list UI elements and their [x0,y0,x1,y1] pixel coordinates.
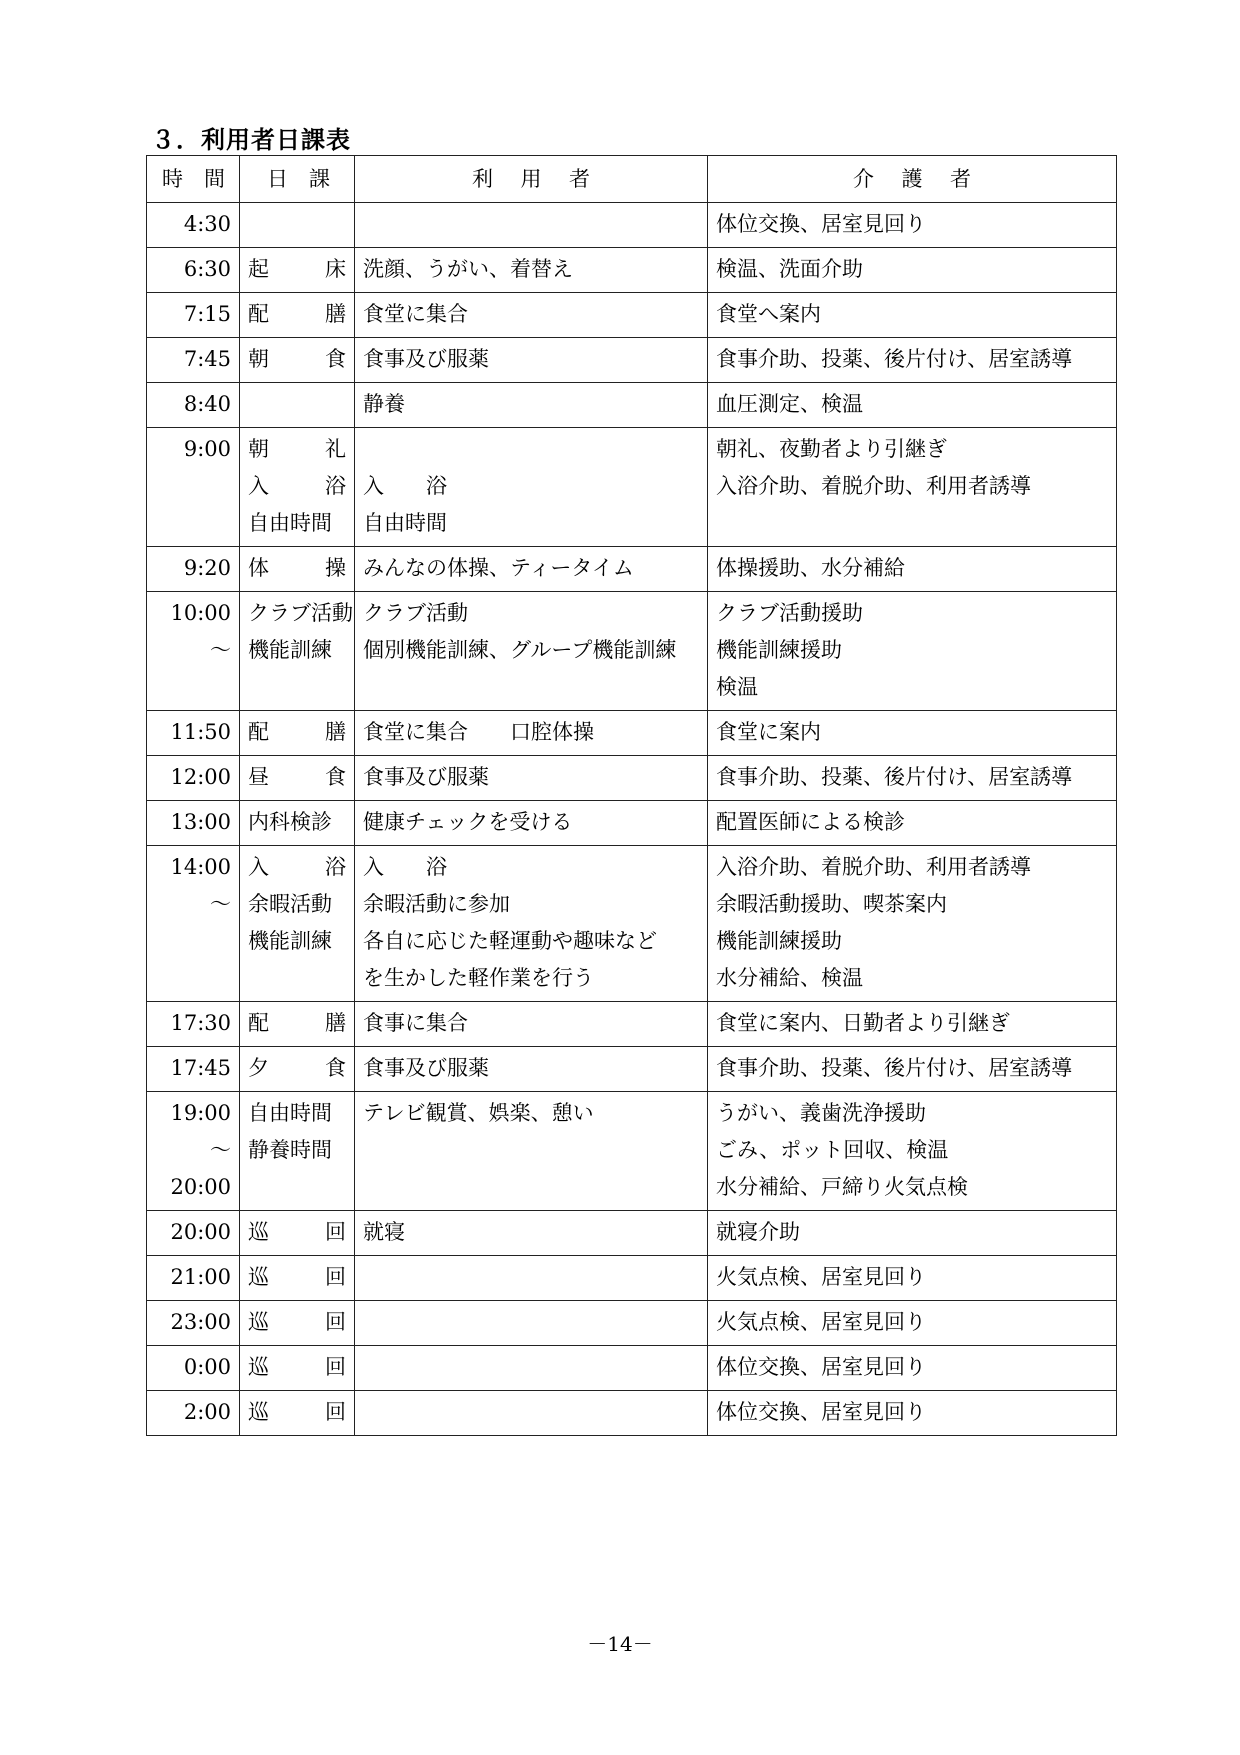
cell-line: 8:40 [183,392,231,416]
activity-cell [240,711,355,756]
cell-line: 体 操 [248,556,346,580]
cell-line: 入浴介助、着脱介助、利用者誘導 [716,855,1031,879]
schedule-table [146,155,1117,1436]
time-cell [147,756,240,801]
cell-line: ～ [210,1138,231,1162]
caregiver-cell [708,592,1117,711]
time-cell [147,547,240,592]
user-cell [355,203,708,248]
cell-line: 巡 回 [248,1220,346,1244]
user-cell [355,1092,708,1211]
cell-line: 入 浴 [248,855,346,879]
cell-line: 水分補給、戸締り火気点検 [716,1175,968,1199]
time-cell [147,383,240,428]
cell-line: 14:00 [170,855,231,879]
cell-line: 配 膳 [248,1011,346,1035]
caregiver-cell [708,428,1117,547]
user-cell [355,592,708,711]
cell-line: 入 浴 [363,855,447,879]
cell-line: 12:00 [170,765,231,789]
cell-line: 食事介助、投薬、後片付け、居室誘導 [716,765,1073,789]
caregiver-cell [708,338,1117,383]
cell-line: 食堂に案内 [716,720,821,744]
cell-line: 機能訓練援助 [716,929,842,953]
cell-line: 機能訓練援助 [716,638,842,662]
table-row [147,846,1117,1002]
time-cell [147,1002,240,1047]
cell-line: 巡 回 [248,1265,346,1289]
time-cell [147,248,240,293]
table-row [147,428,1117,547]
cell-line [363,1349,699,1386]
time-cell [147,428,240,547]
activity-cell [240,1092,355,1211]
cell-line: 自由時間 [248,511,332,535]
cell-line: 19:00 [170,1101,231,1125]
activity-cell [240,592,355,711]
cell-line: 体操援助、水分補給 [716,556,905,580]
cell-line: 食事介助、投薬、後片付け、居室誘導 [716,1056,1073,1080]
cell-line: 体位交換、居室見回り [716,1355,926,1379]
user-cell [355,1391,708,1436]
cell-line: 配置医師による検診 [716,810,905,834]
cell-line: 火気点検、居室見回り [716,1310,926,1334]
cell-line: 個別機能訓練、グループ機能訓練 [363,638,677,662]
caregiver-cell [708,1301,1117,1346]
caregiver-cell [708,756,1117,801]
caregiver-cell [708,203,1117,248]
cell-line: 検温 [716,675,758,699]
cell-line: 余暇活動 [248,892,332,916]
cell-line: うがい、義歯洗浄援助 [716,1101,926,1125]
cell-line [248,386,346,423]
table-row [147,203,1117,248]
cell-line: 21:00 [170,1265,231,1289]
user-cell [355,1211,708,1256]
caregiver-cell [708,1391,1117,1436]
user-cell [355,1256,708,1301]
header-user: 利 用 者 [355,156,708,203]
time-cell [147,1256,240,1301]
cell-line: 23:00 [170,1310,231,1334]
table-row [147,592,1117,711]
table-row [147,1047,1117,1092]
cell-line: 20:00 [170,1220,231,1244]
activity-cell [240,293,355,338]
caregiver-cell [708,1002,1117,1047]
user-cell [355,1047,708,1092]
header-row [147,156,1117,203]
cell-line: 13:00 [170,810,231,834]
cell-line: 自由時間 [363,511,447,535]
page-number: －14－ [587,1632,653,1656]
time-cell [147,203,240,248]
cell-line: クラブ活動 [248,601,353,625]
cell-line: 食堂へ案内 [716,302,821,326]
table-row [147,547,1117,592]
cell-line: 洗顔、うがい、着替え [363,257,573,281]
cell-line: 食事に集合 [363,1011,468,1035]
cell-line: 起 床 [248,257,346,281]
activity-cell [240,801,355,846]
section-title: ３．利用者日課表 [151,126,351,154]
caregiver-cell [708,1047,1117,1092]
header-caregiver: 介 護 者 [708,156,1117,203]
activity-cell [240,1211,355,1256]
cell-line: 静養時間 [248,1138,332,1162]
cell-line: 余暇活動援助、喫茶案内 [716,892,947,916]
table-row [147,248,1117,293]
cell-line: 配 膳 [248,720,346,744]
cell-line: 内科検診 [248,810,332,834]
cell-line: 機能訓練 [248,638,332,662]
cell-line: 夕 食 [248,1056,346,1080]
cell-line: 就寝介助 [716,1220,800,1244]
user-cell [355,1346,708,1391]
time-cell [147,1047,240,1092]
cell-line: 2:00 [183,1400,231,1424]
header-activity: 日 課 [240,156,355,203]
cell-line: テレビ観賞、娯楽、憩い [363,1101,594,1125]
user-cell [355,1002,708,1047]
activity-cell [240,846,355,1002]
activity-cell [240,338,355,383]
cell-line: 水分補給、検温 [716,966,863,990]
cell-line: 配 膳 [248,302,346,326]
time-cell [147,1346,240,1391]
user-cell [355,846,708,1002]
table-row [147,711,1117,756]
time-cell [147,1211,240,1256]
caregiver-cell [708,801,1117,846]
cell-line: 巡 回 [248,1400,346,1424]
time-cell [147,293,240,338]
caregiver-cell [708,1211,1117,1256]
user-cell [355,547,708,592]
cell-line: 自由時間 [248,1101,332,1125]
cell-line: 4:30 [183,212,231,236]
time-cell [147,1301,240,1346]
caregiver-cell [708,1256,1117,1301]
table-row [147,1211,1117,1256]
cell-line [363,1394,699,1431]
cell-line: 17:45 [170,1056,231,1080]
cell-line: クラブ活動 [363,601,468,625]
cell-line: 就寝 [363,1220,405,1244]
caregiver-cell [708,1092,1117,1211]
table-row [147,1002,1117,1047]
time-cell [147,338,240,383]
cell-line: 火気点検、居室見回り [716,1265,926,1289]
activity-cell [240,1047,355,1092]
cell-line: 体位交換、居室見回り [716,212,926,236]
cell-line: 入浴介助、着脱介助、利用者誘導 [716,474,1031,498]
cell-line: 9:00 [183,437,231,461]
cell-line: 7:15 [183,302,231,326]
cell-line: 各自に応じた軽運動や趣味など [363,929,657,953]
activity-cell [240,547,355,592]
cell-line: 朝 食 [248,347,346,371]
cell-line: 11:50 [170,720,231,744]
user-cell [355,756,708,801]
cell-line: みんなの体操、ティータイム [363,556,634,580]
user-cell [355,338,708,383]
table-row [147,1092,1117,1211]
cell-line: 20:00 [170,1175,231,1199]
cell-line: 朝 礼 [248,437,346,461]
cell-line: 余暇活動に参加 [363,892,510,916]
table-row [147,293,1117,338]
cell-line: 朝礼、夜勤者より引継ぎ [716,437,947,461]
table-row [147,1346,1117,1391]
table-row [147,1391,1117,1436]
cell-line: 0:00 [183,1355,231,1379]
cell-line: 7:45 [183,347,231,371]
cell-line: 巡 回 [248,1355,346,1379]
table-row [147,801,1117,846]
cell-line: 食堂に案内、日勤者より引継ぎ [716,1011,1010,1035]
time-cell [147,846,240,1002]
activity-cell [240,203,355,248]
cell-line: 10:00 [170,601,231,625]
cell-line [363,431,699,468]
table-row [147,1301,1117,1346]
cell-line: ごみ、ポット回収、検温 [716,1138,949,1162]
time-cell [147,801,240,846]
schedule-body [147,203,1117,1436]
user-cell [355,428,708,547]
time-cell [147,592,240,711]
cell-line: 入 浴 [363,474,447,498]
cell-line: 食堂に集合 [363,302,468,326]
cell-line: 食事及び服薬 [363,765,489,789]
caregiver-cell [708,846,1117,1002]
cell-line: 食事及び服薬 [363,347,489,371]
cell-line: 9:20 [183,556,231,580]
cell-line: ～ [210,892,231,916]
cell-line: 昼 食 [248,765,346,789]
cell-line: 機能訓練 [248,929,332,953]
activity-cell [240,428,355,547]
cell-line: 血圧測定、検温 [716,392,863,416]
cell-line: 食事介助、投薬、後片付け、居室誘導 [716,347,1073,371]
time-cell [147,711,240,756]
activity-cell [240,1002,355,1047]
cell-line: クラブ活動援助 [716,601,863,625]
user-cell [355,293,708,338]
cell-line [363,1304,699,1341]
caregiver-cell [708,293,1117,338]
user-cell [355,801,708,846]
user-cell [355,1301,708,1346]
activity-cell [240,383,355,428]
caregiver-cell [708,1346,1117,1391]
table-row [147,383,1117,428]
cell-line: 食堂に集合 口腔体操 [363,720,594,744]
table-row [147,756,1117,801]
user-cell [355,711,708,756]
table-row [147,1256,1117,1301]
cell-line [363,1259,699,1296]
cell-line [363,206,699,243]
activity-cell [240,1301,355,1346]
activity-cell [240,1256,355,1301]
cell-line: 6:30 [183,257,231,281]
activity-cell [240,248,355,293]
activity-cell [240,1391,355,1436]
cell-line: 静養 [363,392,405,416]
cell-line: 検温、洗面介助 [716,257,863,281]
caregiver-cell [708,383,1117,428]
cell-line: 巡 回 [248,1310,346,1334]
caregiver-cell [708,248,1117,293]
cell-line: を生かした軽作業を行う [363,966,594,990]
cell-line: ～ [210,638,231,662]
cell-line: 健康チェックを受ける [363,810,573,834]
user-cell [355,383,708,428]
cell-line: 体位交換、居室見回り [716,1400,926,1424]
user-cell [355,248,708,293]
cell-line [248,206,346,243]
table-row [147,338,1117,383]
activity-cell [240,756,355,801]
cell-line: 食事及び服薬 [363,1056,489,1080]
time-cell [147,1391,240,1436]
cell-line: 17:30 [170,1011,231,1035]
caregiver-cell [708,547,1117,592]
header-time: 時 間 [147,156,240,203]
time-cell [147,1092,240,1211]
activity-cell [240,1346,355,1391]
caregiver-cell [708,711,1117,756]
cell-line: 入 浴 [248,474,346,498]
